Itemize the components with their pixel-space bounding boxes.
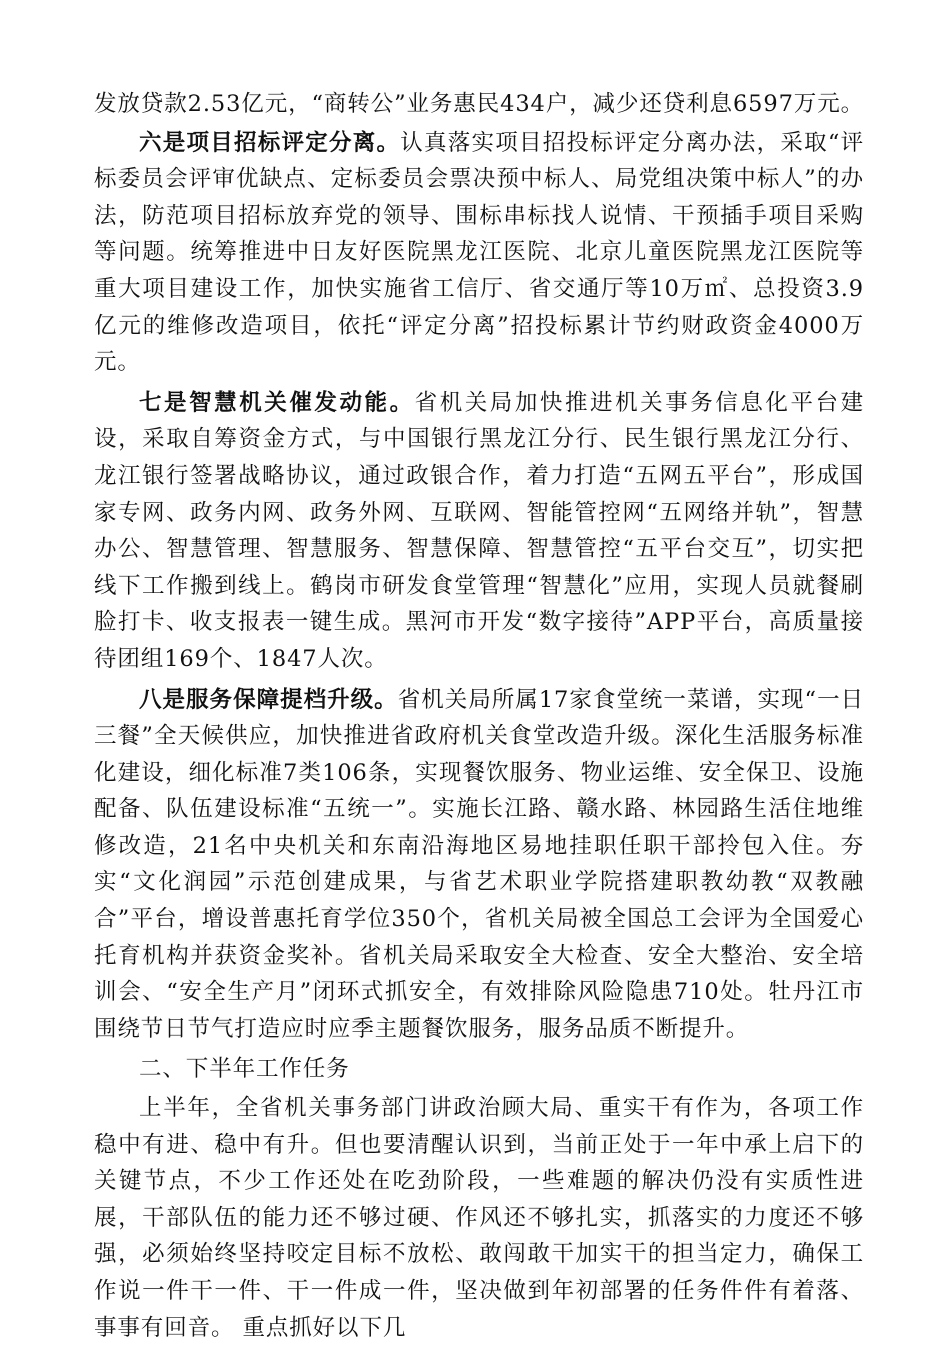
section-seven-paragraph	[94, 385, 864, 678]
section-six-body: 认真落实项目招投标评定分离办法，采取“评标委员会评审优缺点、定标委员会票决预中标人、局党组决策中标人”的办法，防范项目招标放弃党的领导、围标串标找人说情、干预插手项目采购等问题。统筹推进中日友好医院黑龙江医院、北京儿童医院黑龙江医院等重大项目建设工作，加快实施省工信厅、省交通厅等10万㎡、总投资3.9亿元的维修改造项目，依托“评定分离”招投标累计节约财政资金4000万元。	[94, 129, 864, 376]
continuation-paragraph: 发放贷款2.53亿元，“商转公”业务惠民434户，减少还贷利息6597万元。	[94, 91, 865, 117]
section-six-paragraph	[94, 125, 864, 381]
section-six-lead: 六是项目招标评定分离。	[139, 129, 401, 156]
section-seven-body: 省机关局加快推进机关事务信息化平台建设，采取自筹资金方式，与中国银行黑龙江分行、民生银行黑龙江分行、龙江银行签署战略协议，通过政银合作，着力打造“五网五平台”，形成国家专网、政务内网、政务外网、互联网、智能管控网“五网络并轨”，智慧办公、智慧管理、智慧服务、智慧保障、智慧管控“五平台交互”，切实把线下工作搬到线上。鹤岗市研发食堂管理“智慧化”应用，实现人员就餐刷脸打卡、收支报表一键生成。黑河市开发“数字接待”APP平台，高质量接待团组169个、1847人次。	[94, 389, 865, 672]
section-eight-paragraph	[94, 682, 864, 1048]
section-heading: 二、下半年工作任务	[139, 1056, 350, 1083]
section-seven-lead: 七是智慧机关催发动能。	[139, 389, 415, 416]
section-eight-body: 省机关局所属17家食堂统一菜谱，实现“一日三餐”全天候供应，加快推进省政府机关食堂改造升级。深化生活服务标准化建设，细化标准7类106条，实现餐饮服务、物业运维、安全保卫、设施配备、队伍建设标准“五统一”。实施长江路、赣水路、林园路生活住地维修改造，21名中央机关和东南沿海地区易地挂职任职干部拎包入住。夯实“文化润园”示范创建成果，与省艺术职业学院搭建职教幼教“双教融合”平台，增设普惠托育学位350个，省机关局被全国总工会评为全国爱心托育机构并获资金奖补。省机关局采取安全大检查、安全大整治、安全培训会、“安全生产月”闭环式抓安全，有效排除风险隐患710处。牡丹江市围绕节日节气打造应时应季主题餐饮服务，服务品质不断提升。	[94, 686, 864, 1042]
section-eight-lead: 八是服务保障提档升级。	[139, 686, 398, 713]
document-page	[94, 86, 864, 1346]
closing-paragraph: 上半年，全省机关事务部门讲政治顾大局、重实干有作为，各项工作稳中有进、稳中有升。但也要清醒认识到，当前正处于一年中承上启下的关键节点，不少工作还处在吃劲阶段，一些难题的解决仍没有实质性进展，干部队伍的能力还不够过硬、作风还不够扎实，抓落实的力度还不够强，必须始终坚持咬定目标不放松、敢闯敢干加实干的担当定力，确保工作说一件干一件、干一件成一件，坚决做到年初部署的任务件件有着落、事事有回音。 重点抓好以下几	[94, 1095, 864, 1341]
